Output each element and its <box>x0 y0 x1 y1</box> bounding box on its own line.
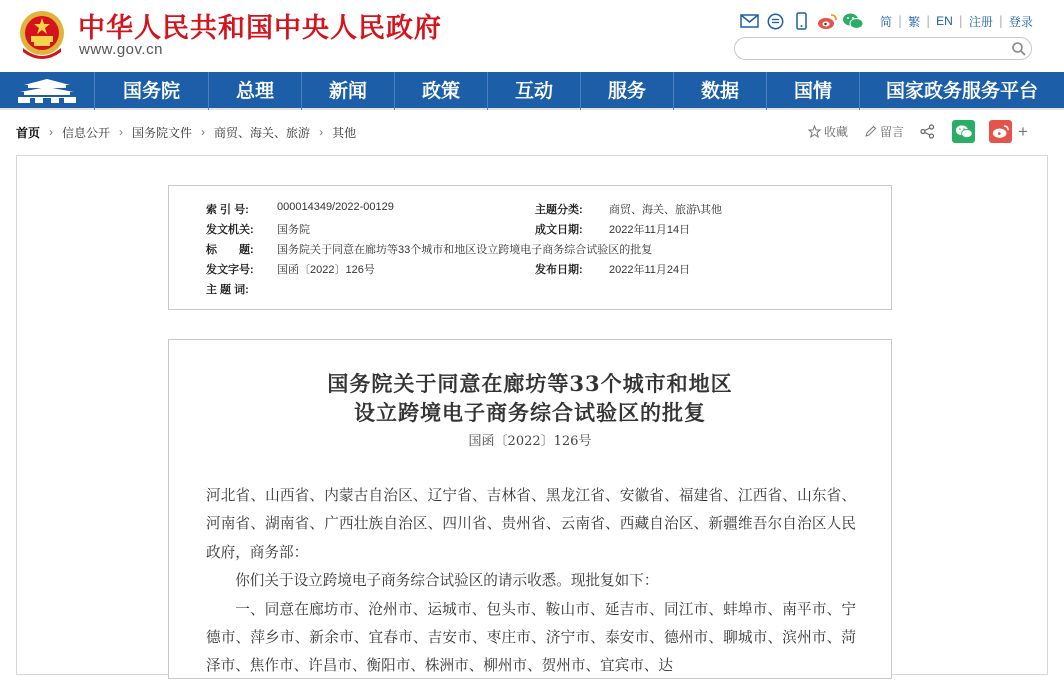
chevron-right-icon: › <box>49 125 54 139</box>
body-paragraph: 你们关于设立跨境电子商务综合试验区的请示收悉。现批复如下： <box>235 572 659 590</box>
breadcrumb-info-disclosure[interactable]: 信息公开 <box>62 125 111 140</box>
published-date-label: 发布日期: <box>535 264 583 276</box>
index-number-label: 索 引 号: <box>206 204 249 216</box>
mobile-icon[interactable] <box>790 11 812 31</box>
issuer-label: 发文机关: <box>206 224 254 236</box>
chevron-right-icon: › <box>119 125 124 139</box>
breadcrumb-trade-customs-tourism[interactable]: 商贸、海关、旅游 <box>214 125 311 140</box>
simplified-chinese-link[interactable]: 简 <box>880 14 893 29</box>
meta-row <box>169 261 891 277</box>
keywords-label: 主 题 词: <box>206 284 249 296</box>
published-date-value: 2022年11月24日 <box>609 264 691 276</box>
document-body <box>168 339 892 679</box>
nav-services[interactable]: 服务 <box>581 72 674 110</box>
site-title[interactable]: 中华人民共和国中央人民政府 <box>78 13 442 44</box>
national-emblem-logo[interactable] <box>17 8 67 60</box>
nav-gov-service-platform[interactable]: 国家政务服务平台 <box>885 80 1038 102</box>
nav-premier[interactable]: 总理 <box>209 72 302 110</box>
chevron-right-icon: › <box>319 125 324 139</box>
share-icon <box>920 124 935 139</box>
document-number-value: 国函〔2022〕126号 <box>277 264 375 276</box>
article-actions <box>808 120 1028 143</box>
search-icon[interactable] <box>1011 41 1027 57</box>
title-value: 国务院关于同意在廊坊等33个城市和地区设立跨境电子商务综合试验区的批复 <box>277 244 653 256</box>
breadcrumb <box>16 122 356 142</box>
weibo-icon <box>992 124 1009 139</box>
document-number: 国函〔2022〕126号 <box>468 434 592 449</box>
register-link[interactable]: 注册 <box>968 14 993 29</box>
title-label: 标 题: <box>206 244 254 256</box>
share-button[interactable] <box>920 124 938 139</box>
category-value: 商贸、海关、旅游\其他 <box>609 204 723 216</box>
pencil-icon <box>864 125 877 138</box>
star-icon <box>808 125 821 138</box>
meta-row <box>169 221 891 237</box>
nav-news[interactable]: 新闻 <box>302 72 395 110</box>
comment-button[interactable] <box>864 123 904 140</box>
index-number-value: 000014349/2022-00129 <box>277 201 394 213</box>
wechat-share-button[interactable] <box>952 120 975 143</box>
nav-data[interactable]: 数据 <box>674 72 767 110</box>
wechat-icon[interactable] <box>842 11 864 31</box>
weibo-share-button[interactable] <box>989 120 1012 143</box>
favorite-button[interactable] <box>808 123 848 140</box>
nav-interaction[interactable]: 互动 <box>488 72 581 110</box>
traditional-chinese-link[interactable]: 繁 <box>908 14 921 29</box>
breadcrumb-home[interactable]: 首页 <box>16 125 41 140</box>
favorite-label: 收藏 <box>824 125 849 139</box>
created-date-value: 2022年11月14日 <box>609 224 691 236</box>
message-icon[interactable] <box>764 11 786 31</box>
nav-state-council[interactable]: 国务院 <box>95 72 209 110</box>
document-title-line-1: 国务院关于同意在廊坊等33个城市和地区 <box>327 371 733 396</box>
document-title-line-2: 设立跨境电子商务综合试验区的批复 <box>354 400 706 425</box>
nav-home-tiananmen-icon[interactable] <box>0 72 95 110</box>
mail-icon[interactable] <box>738 11 760 31</box>
more-share-plus-icon[interactable]: + <box>1018 121 1028 141</box>
meta-row <box>169 241 891 257</box>
site-url[interactable]: www.gov.cn <box>79 41 163 58</box>
english-link[interactable]: EN <box>936 14 953 28</box>
category-label: 主题分类: <box>535 204 583 216</box>
comment-label: 留言 <box>880 125 905 139</box>
weibo-icon[interactable] <box>816 11 838 31</box>
body-paragraph: 一、同意在廊坊市、沧州市、运城市、包头市、鞍山市、延吉市、同江市、蚌埠市、南平市、宁德市、萍乡市、新余市、宜春市、吉安市、枣庄市、济宁市、泰安市、德州市、聊城市、滨州市、菏泽市、焦作市、许昌市、衡阳市、株洲市、柳州市、贺州市、宜宾市、达 <box>206 600 856 675</box>
breadcrumb-other[interactable]: 其他 <box>332 125 357 140</box>
created-date-label: 成文日期: <box>535 224 583 236</box>
main-nav <box>0 72 1064 110</box>
separator: | <box>998 14 1003 28</box>
nav-national-info[interactable]: 国情 <box>767 72 860 110</box>
top-toolbar <box>738 10 1039 32</box>
document-number-label: 发文字号: <box>206 264 254 276</box>
separator: | <box>926 14 931 28</box>
search-input[interactable] <box>734 37 1032 60</box>
meta-row <box>169 201 891 217</box>
site-header <box>0 0 1064 72</box>
separator: | <box>898 14 903 28</box>
document-text <box>206 482 856 681</box>
chevron-right-icon: › <box>201 125 206 139</box>
nav-policy[interactable]: 政策 <box>395 72 488 110</box>
wechat-icon <box>955 124 973 139</box>
separator: | <box>958 14 963 28</box>
breadcrumb-state-council-docs[interactable]: 国务院文件 <box>132 125 193 140</box>
login-link[interactable]: 登录 <box>1008 14 1033 29</box>
issuer-value: 国务院 <box>277 224 310 236</box>
meta-row <box>169 281 891 297</box>
document-metadata-table <box>168 185 892 310</box>
addressees-paragraph: 河北省、山西省、内蒙古自治区、辽宁省、吉林省、黑龙江省、安徽省、福建省、江西省、山东省、河南省、湖南省、广西壮族自治区、四川省、贵州省、云南省、西藏自治区、新疆维吾尔自治区人民政府，商务部： <box>206 487 856 561</box>
